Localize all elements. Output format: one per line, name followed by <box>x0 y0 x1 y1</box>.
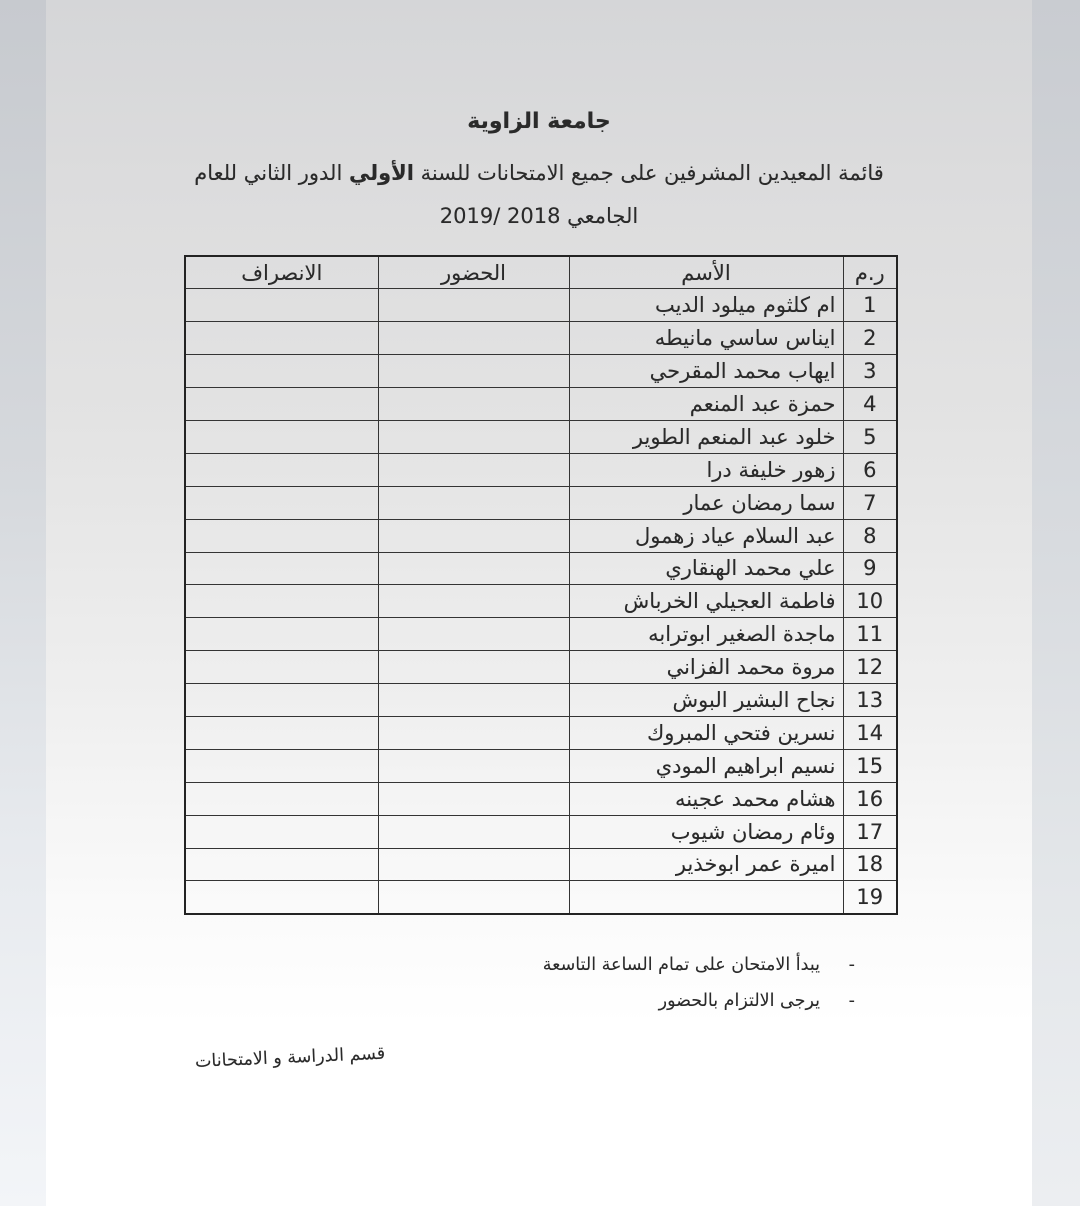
table-row <box>185 289 897 322</box>
subtitle-text-pre: قائمة المعيدين المشرفين على جميع الامتحانات للسنة <box>413 161 884 185</box>
table-row <box>185 782 897 815</box>
supervisor-name: ايناس ساسي مانيطه <box>569 322 843 355</box>
row-number: 16 <box>843 782 897 815</box>
departure-cell <box>185 420 378 453</box>
supervisor-name: عبد السلام عياد زهمول <box>569 519 843 552</box>
attendance-cell <box>378 486 569 519</box>
row-number: 13 <box>843 684 897 717</box>
attendance-cell <box>378 749 569 782</box>
row-number: 18 <box>843 848 897 881</box>
table-row <box>185 453 897 486</box>
attendance-cell <box>378 881 569 914</box>
table-header-row <box>185 256 897 289</box>
table-row <box>185 420 897 453</box>
table-row <box>185 552 897 585</box>
subtitle-text-bold: الأولي <box>348 161 414 185</box>
departure-cell <box>185 289 378 322</box>
department-signature: قسم الدراسة و الامتحانات <box>194 1043 386 1072</box>
note-item <box>543 991 855 1027</box>
departure-cell <box>185 716 378 749</box>
row-number: 12 <box>843 651 897 684</box>
header-name: الأسم <box>569 256 843 289</box>
page-title: جامعة الزاوية <box>467 109 611 134</box>
subtitle-year-line: الجامعي 2018 /2019 <box>439 204 639 228</box>
row-number: 8 <box>843 519 897 552</box>
row-number: 10 <box>843 585 897 618</box>
supervisor-name: اميرة عمر ابوخذير <box>569 848 843 881</box>
attendance-cell <box>378 684 569 717</box>
bullet-dash: - <box>848 955 855 975</box>
table-row <box>185 749 897 782</box>
note-text: يبدأ الامتحان على تمام الساعة التاسعة <box>542 955 820 975</box>
table-row <box>185 618 897 651</box>
bullet-dash: - <box>848 991 855 1011</box>
attendance-cell <box>378 519 569 552</box>
attendance-cell <box>378 388 569 421</box>
row-number: 7 <box>843 486 897 519</box>
departure-cell <box>185 815 378 848</box>
supervisor-name <box>569 881 843 914</box>
departure-cell <box>185 355 378 388</box>
note-item <box>543 955 855 991</box>
table-row <box>185 881 897 914</box>
attendance-cell <box>378 552 569 585</box>
row-number: 17 <box>843 815 897 848</box>
header-departure: الانصراف <box>185 256 378 289</box>
attendance-cell <box>378 420 569 453</box>
notes-list <box>543 955 855 1027</box>
departure-cell <box>185 749 378 782</box>
attendance-cell <box>378 848 569 881</box>
supervisor-name: علي محمد الهنقاري <box>569 552 843 585</box>
departure-cell <box>185 651 378 684</box>
row-number: 4 <box>843 388 897 421</box>
attendance-cell <box>378 651 569 684</box>
supervisor-name: خلود عبد المنعم الطوير <box>569 420 843 453</box>
table-row <box>185 388 897 421</box>
row-number: 3 <box>843 355 897 388</box>
note-text: يرجى الالتزام بالحضور <box>658 991 820 1011</box>
table-row <box>185 322 897 355</box>
header-index: ر.م <box>843 256 897 289</box>
departure-cell <box>185 453 378 486</box>
row-number: 15 <box>843 749 897 782</box>
row-number: 14 <box>843 716 897 749</box>
row-number: 6 <box>843 453 897 486</box>
supervisor-name: هشام محمد عجينه <box>569 782 843 815</box>
departure-cell <box>185 486 378 519</box>
document-subtitle <box>46 152 1032 238</box>
departure-cell <box>185 552 378 585</box>
departure-cell <box>185 848 378 881</box>
supervisor-name: وئام رمضان شيوب <box>569 815 843 848</box>
attendance-cell <box>378 289 569 322</box>
supervisor-name: حمزة عبد المنعم <box>569 388 843 421</box>
row-number: 11 <box>843 618 897 651</box>
table-row <box>185 585 897 618</box>
table-row <box>185 815 897 848</box>
table-row <box>185 684 897 717</box>
departure-cell <box>185 881 378 914</box>
attendance-cell <box>378 782 569 815</box>
supervisor-name: زهور خليفة درا <box>569 453 843 486</box>
supervisor-name: سما رمضان عمار <box>569 486 843 519</box>
table-row <box>185 651 897 684</box>
departure-cell <box>185 684 378 717</box>
table-row <box>185 486 897 519</box>
document-page <box>46 0 1032 1206</box>
attendance-cell <box>378 355 569 388</box>
departure-cell <box>185 388 378 421</box>
row-number: 19 <box>843 881 897 914</box>
supervisor-name: نسرين فتحي المبروك <box>569 716 843 749</box>
row-number: 2 <box>843 322 897 355</box>
departure-cell <box>185 585 378 618</box>
attendance-cell <box>378 453 569 486</box>
departure-cell <box>185 322 378 355</box>
departure-cell <box>185 519 378 552</box>
supervisor-name: ام كلثوم ميلود الديب <box>569 289 843 322</box>
row-number: 1 <box>843 289 897 322</box>
table-row <box>185 848 897 881</box>
left-margin-strip <box>0 0 46 1206</box>
row-number: 9 <box>843 552 897 585</box>
supervisor-name: مروة محمد الفزاني <box>569 651 843 684</box>
departure-cell <box>185 782 378 815</box>
attendance-cell <box>378 322 569 355</box>
table-row <box>185 519 897 552</box>
header-attendance: الحضور <box>378 256 569 289</box>
departure-cell <box>185 618 378 651</box>
attendance-cell <box>378 815 569 848</box>
supervisor-name: فاطمة العجيلي الخرباش <box>569 585 843 618</box>
attendance-cell <box>378 585 569 618</box>
right-margin-strip <box>1032 0 1080 1206</box>
attendance-cell <box>378 618 569 651</box>
row-number: 5 <box>843 420 897 453</box>
supervisors-table <box>184 255 898 915</box>
table-row <box>185 355 897 388</box>
attendance-cell <box>378 716 569 749</box>
supervisor-name: نسيم ابراهيم المودي <box>569 749 843 782</box>
table-row <box>185 716 897 749</box>
supervisor-name: ماجدة الصغير ابوترابه <box>569 618 843 651</box>
subtitle-text-post: الدور الثاني للعام <box>194 161 349 185</box>
supervisor-name: نجاح البشير البوش <box>569 684 843 717</box>
supervisor-name: ايهاب محمد المقرحي <box>569 355 843 388</box>
